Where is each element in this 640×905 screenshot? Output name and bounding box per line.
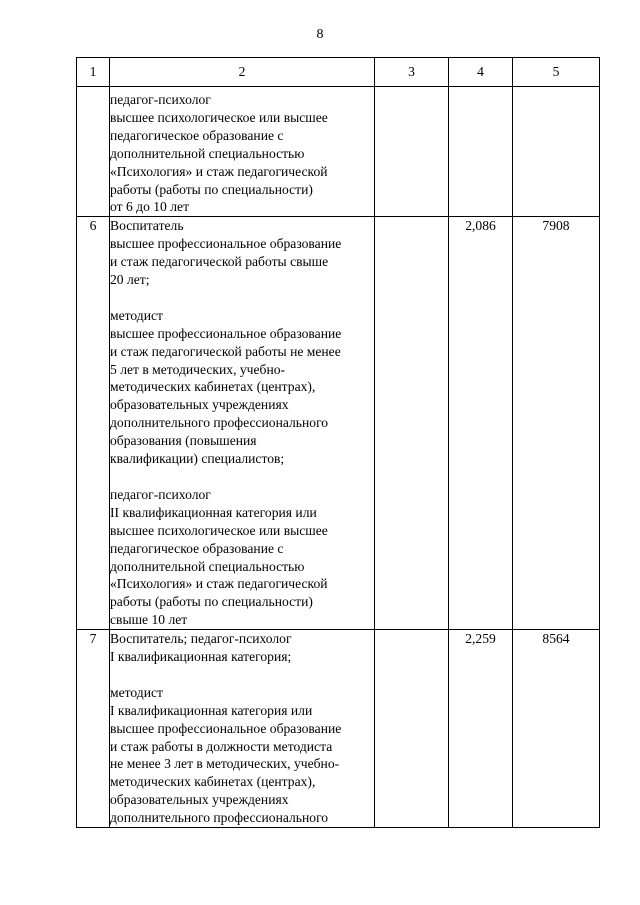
table-row bbox=[77, 87, 600, 217]
coefficient-cell: 2,259 bbox=[449, 630, 513, 828]
column-3-cell bbox=[375, 630, 449, 828]
coefficient-cell bbox=[449, 87, 513, 217]
row-number bbox=[77, 87, 110, 217]
salary-cell: 7908 bbox=[513, 217, 600, 630]
requirement-block: Воспитатель; педагог-психолог I квалификационная категория; bbox=[110, 631, 292, 665]
table-row bbox=[77, 630, 600, 828]
coefficient-cell: 2,086 bbox=[449, 217, 513, 630]
row-number: 7 bbox=[77, 630, 110, 828]
column-3-cell bbox=[375, 217, 449, 630]
column-3-cell bbox=[375, 87, 449, 217]
requirement-block: педагог-психолог II квалификационная категория или высшее психологическое или высшее педагогическое образование с дополнительной специальностью «Психология» и стаж педагогической работы (работы по специальности) свыше 10 лет bbox=[110, 486, 328, 628]
page-number: 8 bbox=[316, 27, 324, 42]
salary-cell: 8564 bbox=[513, 630, 600, 828]
requirement-block: педагог-психолог высшее психологическое или высшее педагогическое образование с дополнительной специальностью «Психология» и стаж педагогической работы (работы по специальности) от 6 до 10 лет bbox=[110, 92, 328, 215]
requirement-block: методист I квалификационная категория или высшее профессиональное образование и стаж работы в должности методиста не менее 3 лет в методических, учебно- методических кабинетах (центрах), образовательных учреждениях дополнительного профессионального bbox=[110, 684, 342, 826]
column-header-4: 4 bbox=[449, 58, 513, 87]
qualification-salary-table bbox=[76, 57, 600, 828]
column-header-1: 1 bbox=[77, 58, 110, 87]
requirement-block: методист высшее профессиональное образование и стаж педагогической работы не менее 5 лет в методических, учебно- методических кабинетах (центрах), образовательных учреждениях дополнительного профессионального образования (повышения квалификации) специалистов; bbox=[110, 307, 342, 467]
table-header-row bbox=[77, 58, 600, 87]
column-header-5: 5 bbox=[513, 58, 600, 87]
column-header-3: 3 bbox=[375, 58, 449, 87]
requirement-block: Воспитатель высшее профессиональное образование и стаж педагогической работы свыше 20 лет; bbox=[110, 218, 342, 288]
position-requirements bbox=[110, 217, 375, 630]
salary-cell bbox=[513, 87, 600, 217]
position-requirements bbox=[110, 87, 375, 217]
row-number: 6 bbox=[77, 217, 110, 630]
table-row bbox=[77, 217, 600, 630]
position-requirements bbox=[110, 630, 375, 828]
column-header-2: 2 bbox=[110, 58, 375, 87]
